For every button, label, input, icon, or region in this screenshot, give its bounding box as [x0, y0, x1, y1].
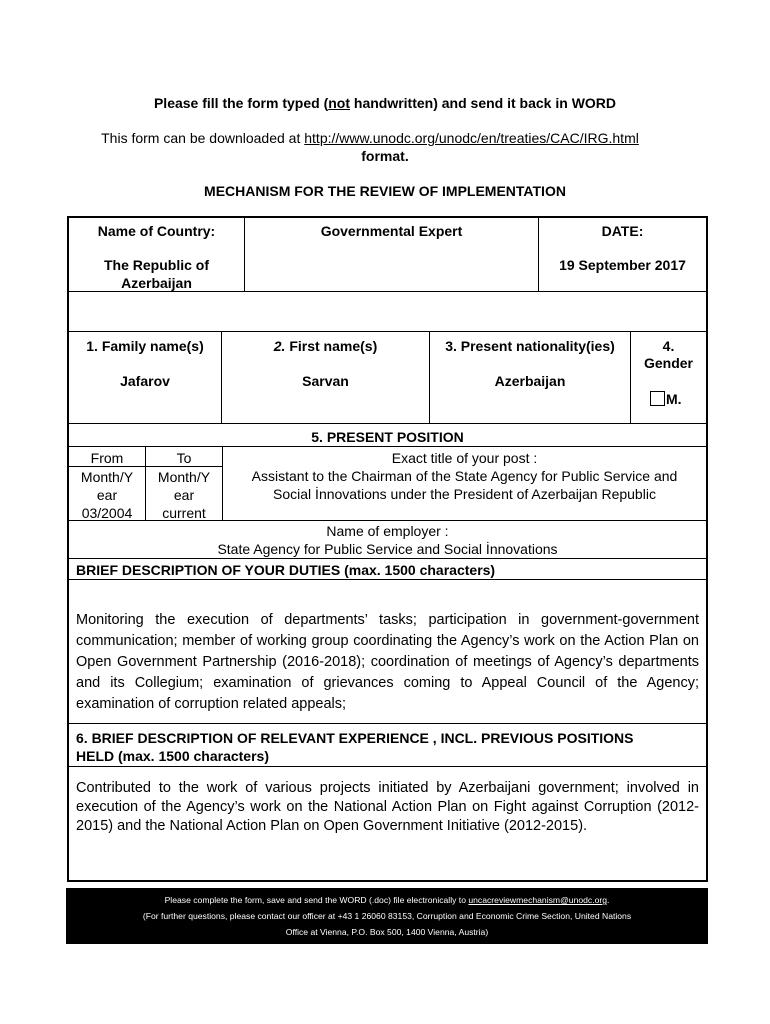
mechanism-title: MECHANISM FOR THE REVIEW OF IMPLEMENTATION [204, 183, 566, 199]
employer-label: Name of employer : [326, 523, 449, 539]
footer-text: Please complete the form, save and send the WORD (.doc) file electronically to [164, 895, 469, 905]
divider [67, 579, 708, 580]
experience-heading: 6. BRIEF DESCRIPTION OF RELEVANT EXPERIENCE , INCL. PREVIOUS POSITIONS [76, 730, 634, 746]
nationality-label: 3. Present nationality(ies) [445, 338, 615, 354]
first-name-value: Sarvan [302, 373, 349, 389]
divider [67, 446, 708, 447]
divider [67, 723, 708, 724]
first-name-number: 2. [273, 338, 286, 354]
footer-line-3: Office at Vienna, P.O. Box 500, 1400 Vienna, Austria) [285, 927, 489, 937]
from-label: From [90, 450, 124, 466]
post-title-label: Exact title of your post : [391, 450, 538, 466]
post-title-value: Assistant to the Chairman of the State Agency for Public Service and [251, 468, 678, 484]
first-name-label-text: First name(s) [285, 338, 378, 354]
country-value-2: Azerbaijan [121, 275, 192, 291]
date-label: DATE: [601, 223, 644, 239]
expert-label: Governmental Expert [320, 223, 463, 239]
country-label: Name of Country: [97, 223, 216, 239]
to-format-label-2: ear [173, 487, 195, 503]
download-link[interactable]: http://www.unodc.org/unodc/en/treaties/CAC/IRG.html [304, 130, 639, 146]
nationality-value: Azerbaijan [494, 373, 566, 389]
download-line [0, 130, 740, 147]
gender-label: Gender [643, 355, 693, 371]
duties-text: Monitoring the execution of departments’ tasks; participation in government-government communication; member of working group coordinating the Agency’s work on the Action Plan on Open Government Partnership (2016-2018); coordination of meetings of Agency’s departments and its Collegium; examination of grievances coming to Appeal Council of the Agency; examination of corruption related appeals; [76, 612, 699, 712]
to-label: To [176, 450, 192, 466]
instruction-text-post: handwritten) and send it back in WORD [350, 95, 617, 111]
gender-field[interactable] [650, 390, 706, 408]
instruction-not: not [328, 95, 350, 111]
present-position-heading: 5. PRESENT POSITION [311, 429, 464, 445]
post-title-value-2: Social İnnovations under the President of Azerbaijan Republic [273, 486, 656, 502]
footer-line-2: (For further questions, please contact our officer at +43 1 26060 83153, Corruption and Economic Crime Section, United Nations [142, 911, 632, 921]
instruction-line [0, 95, 770, 112]
download-text: This form can be downloaded at [101, 130, 305, 146]
from-value: 03/2004 [81, 505, 133, 521]
employer-value: State Agency for Public Service and Social İnnovations [217, 541, 558, 557]
divider [67, 331, 708, 332]
divider [67, 423, 708, 424]
experience-text: Contributed to the work of various projects initiated by Azerbaijani government; involved in execution of the Agency’s work on the National Action Plan on Fight against Corruption (2012-2015) and the National Action Plan on Open Government Initiative (2012-2015). [76, 780, 699, 834]
duties-heading: BRIEF DESCRIPTION OF YOUR DUTIES (max. 1500 characters) [76, 562, 496, 578]
to-value: current [162, 505, 206, 521]
date-value: 19 September 2017 [559, 257, 686, 273]
from-format-label-2: ear [96, 487, 118, 503]
gender-label-number: 4. [662, 338, 675, 354]
country-value: The Republic of [104, 257, 209, 273]
table-border-top [67, 216, 708, 218]
to-format-label: Month/Y [157, 469, 211, 485]
table-border-bottom [67, 880, 708, 882]
footer-banner [66, 888, 708, 944]
footer-text-end: . [607, 895, 610, 905]
gender-checkbox[interactable] [650, 391, 665, 406]
gender-value: M. [666, 391, 682, 407]
divider [67, 558, 708, 559]
from-format-label: Month/Y [80, 469, 134, 485]
experience-heading-2: HELD (max. 1500 characters) [76, 748, 269, 764]
first-name-label [222, 337, 429, 355]
footer-email-link[interactable]: uncacreviewmechanism@unodc.org [468, 895, 608, 905]
download-format-text: format. [361, 148, 409, 164]
divider [67, 766, 708, 767]
family-name-value: Jafarov [120, 373, 170, 389]
footer-line-1 [66, 888, 708, 908]
family-name-label: 1. Family name(s) [86, 338, 204, 354]
instruction-text-pre: Please fill the form typed ( [153, 95, 329, 111]
table-border-right [706, 216, 708, 882]
